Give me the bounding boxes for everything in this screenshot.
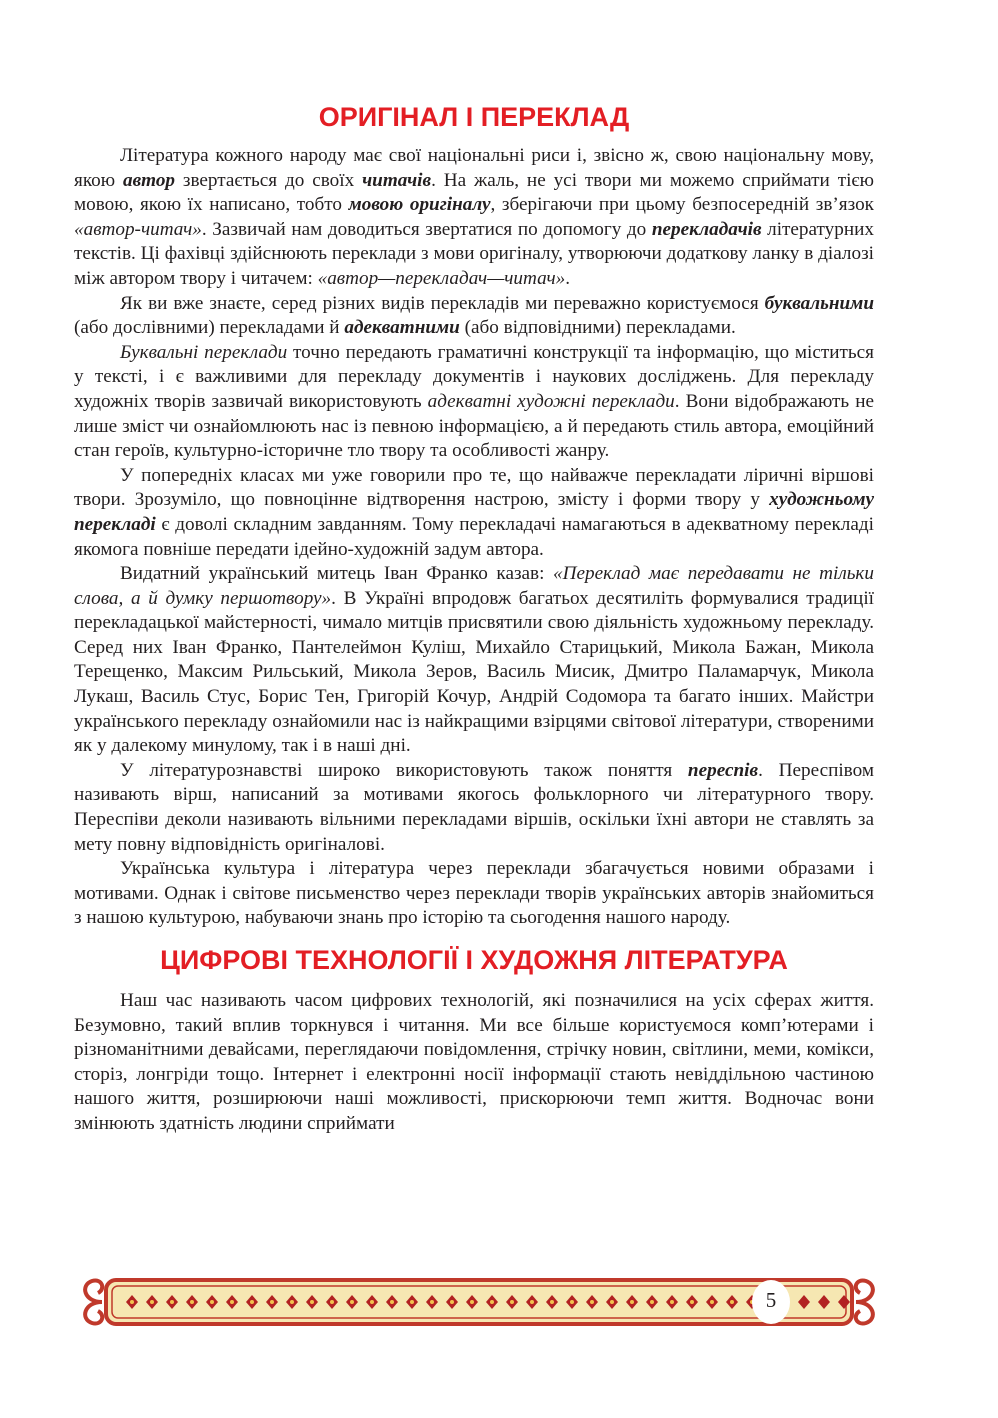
paragraph: [74, 144, 874, 292]
text-run: Наш час називають часом цифрових технологій, які позначилися на усіх сферах життя. Безумовно, такий вплив торкнувся і читання. Ми все більше користуємося комп’ютерами і різноманітними девайсами, переглядаючи повідомлення, стрічку новин, світлини, меми, комікси, сторіз, лонгріди тощо. Інтернет і електронні носії інформації стають невіддільною частиною нашого життя, розширюючи наші можливості, прискорюючи темп життя. Водночас вони змінюють здатність людини сприймати: [74, 990, 874, 1134]
italic-phrase: «автор—перекладач—читач»: [317, 267, 566, 289]
paragraph: [74, 562, 874, 759]
text-run: . Переспівом називають вірш, написаний за мотивами якогось фольклорного чи літературного твору. Переспіви деколи називають вільними перекладами віршів, оскільки їхні автори не ставлять за мету повну відповідність оригіналові.: [74, 759, 874, 855]
ornament-dot: [550, 1300, 554, 1304]
text-run: У попередніх класах ми уже говорили про те, що найважче перекладати ліричні віршові твори. Зрозуміло, що повноцінне відтворення настрою, змісту і форми твору у: [74, 464, 874, 511]
term-emphasis: перекладачів: [651, 218, 762, 240]
paragraph: [74, 857, 874, 931]
ornament-dot: [730, 1300, 734, 1304]
text-run: , зберігаючи при цьому безпосередній зв’язок: [490, 194, 874, 216]
section-title-digital-technologies: ЦИФРОВІ ТЕХНОЛОГІЇ І ХУДОЖНЯ ЛІТЕРАТУРА: [160, 945, 788, 975]
italic-phrase: «автор-читач»: [74, 218, 202, 240]
term-emphasis: мовою оригіналу: [348, 194, 491, 216]
ornament-dot: [230, 1300, 234, 1304]
term-emphasis: автор: [122, 169, 176, 191]
term-emphasis: буквальними: [764, 292, 874, 314]
ornament-dot: [630, 1300, 634, 1304]
text-run: У літературознавстві широко використовують також поняття: [120, 759, 688, 781]
ornament-dot: [670, 1300, 674, 1304]
ornament-dot: [370, 1300, 374, 1304]
ornament-dot: [130, 1300, 134, 1304]
ornament-dot: [690, 1300, 694, 1304]
page-content: [74, 100, 874, 1137]
text-run: . Вони відображають не лише зміст чи ознайомлюють нас із певною інформацією, а й передають стиль автора, емоційний стан героїв, культурно-історичне тло твору та особливості жанру.: [74, 390, 874, 462]
left-scroll-ornament: [85, 1280, 102, 1323]
ornament-dot: [650, 1300, 654, 1304]
ornament-dot: [590, 1300, 594, 1304]
ornament-dot: [270, 1300, 274, 1304]
ornament-dot: [450, 1300, 454, 1304]
ornament-dot: [530, 1300, 534, 1304]
ornament-dot: [430, 1300, 434, 1304]
ornament-dot: [410, 1300, 414, 1304]
ornament-dot: [490, 1300, 494, 1304]
ornament-dot: [470, 1300, 474, 1304]
term-emphasis: переспів: [687, 759, 759, 781]
text-run: (або дослівними) перекладами й: [74, 317, 345, 339]
page-number: 5: [765, 1288, 777, 1312]
text-run: Як ви вже знаєте, серед різних видів перекладів ми переважно користуємося: [120, 292, 765, 314]
paragraph: [74, 341, 874, 464]
text-run: . На жаль, не усі твори ми можемо сприймати тією мовою, якою їх написано, тобто: [74, 169, 874, 216]
term-emphasis: художньому перекладі: [74, 489, 874, 535]
text-run: Українська культура і література через переклади збагачується новими образами і мотивами. Однак і світове письменство через переклади творів українських авторів знайомиться з нашою культурою, набуваючи знань про історію та сьогодення нашого народу.: [74, 858, 874, 929]
ornament-dot: [190, 1300, 194, 1304]
ornament-dot: [310, 1300, 314, 1304]
ornament-dot: [330, 1300, 334, 1304]
paragraph: [74, 464, 874, 562]
ornament-dot: [570, 1300, 574, 1304]
text-run: (або відповідними) перекладами.: [459, 317, 736, 339]
ornament-dot: [210, 1300, 214, 1304]
ornament-dot: [250, 1300, 254, 1304]
text-run: звертається до своїх: [175, 169, 363, 191]
paragraph: [74, 292, 874, 341]
text-run: .: [565, 267, 570, 289]
ornament-dot: [290, 1300, 294, 1304]
term-emphasis: адекватними: [344, 317, 460, 339]
ornament-dot: [610, 1300, 614, 1304]
text-run: . Зазвичай нам доводиться звертатися по допомогу до: [201, 218, 652, 240]
italic-phrase: «Переклад має передавати не тільки слова, а й думку першотвору»: [74, 563, 874, 609]
section-title-original-translation: ОРИГІНАЛ І ПЕРЕКЛАД: [318, 102, 630, 132]
text-run: . В Україні впродовж багатьох десятиліть формувалися традиції перекладацької майстерності, чимало митців присвятили свою діяльність художньому перекладу. Серед них Іван Франко, Пантелеймон Куліш, Михайло Старицький, Микола Бажан, Микола Терещенко, Максим Рильський, Микола Зеров, Василь Мисик, Дмитро Паламарчук, Микола Лукаш, Василь Стус, Борис Тен, Григорій Кочур, Андрій Содомора та багато інших. Майстри українського перекладу ознайомили нас із найкращими взірцями світової літератури, створеними як у далекому минулому, так і в наші дні.: [74, 587, 874, 757]
ornament-dot: [510, 1300, 514, 1304]
right-scroll-ornament: [856, 1280, 873, 1323]
ornament-dot: [350, 1300, 354, 1304]
text-run: є доволі складним завданням. Тому перекладачі намагаються в адекватному перекладі якомога повніше передати ідейно-художній задум автора.: [74, 513, 874, 560]
text-run: Видатний український митець Іван Франко казав:: [120, 563, 554, 585]
term-emphasis: читачів: [362, 169, 432, 191]
paragraph: [74, 759, 874, 857]
ornament-dot: [390, 1300, 394, 1304]
text-run: літературних текстів. Ці фахівці здійснюють переклади з мови оригіналу, утворюючи додаткову ланку в діалозі між автором твору і читачем:: [74, 218, 874, 289]
text-run: точно передають граматичні конструкції та інформацію, що міститься у тексті, і є важливими для перекладу документів і наукових досліджень. Для перекладу художніх творів зазвичай використовують: [74, 341, 874, 412]
ornament-dot: [710, 1300, 714, 1304]
text-run: Література кожного народу має свої національні риси і, звісно ж, свою національну мову, якою: [74, 145, 874, 191]
ornament-dot: [170, 1300, 174, 1304]
italic-phrase: Буквальні переклади: [120, 341, 288, 363]
ornament-dot: [150, 1300, 154, 1304]
italic-phrase: адекватні художні переклади: [427, 390, 675, 412]
paragraph: [74, 989, 874, 1137]
